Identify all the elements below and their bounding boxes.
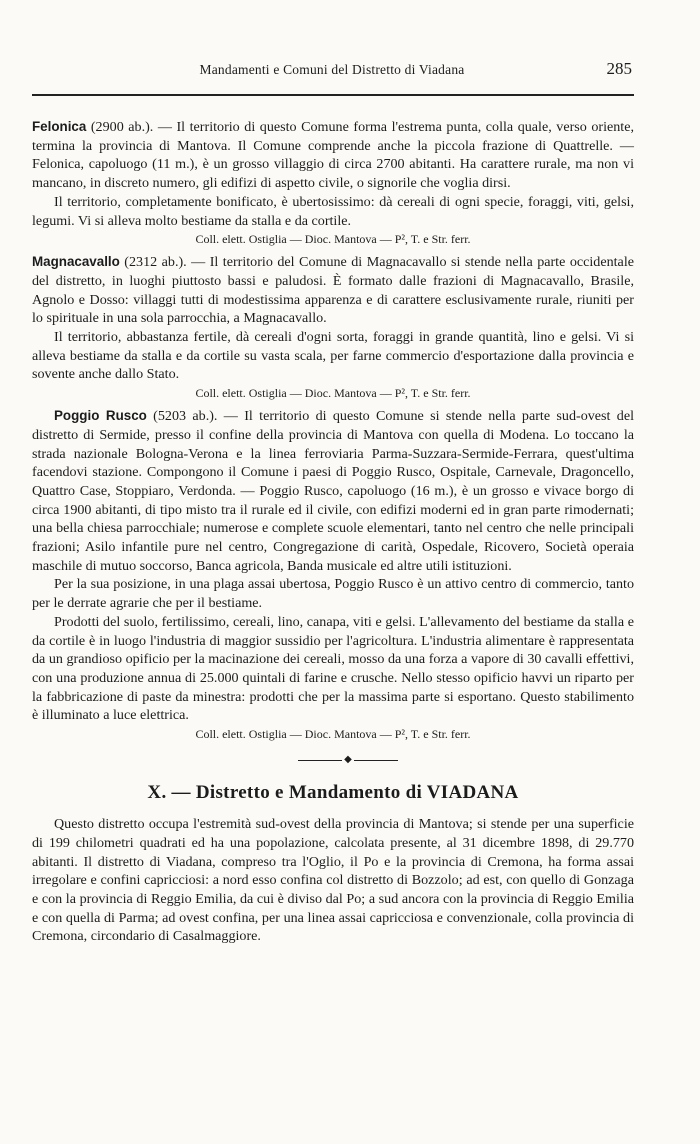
entry-paragraph bbox=[32, 118, 634, 193]
diamond-ornament-icon: ◆ bbox=[344, 754, 352, 766]
entry-paragraph bbox=[32, 253, 634, 328]
entry-paragraph: Per la sua posizione, in una plaga assai ubertosa, Poggio Rusco è un attivo centro di commercio, tanto per le derrate agrarie che per il bestiame. bbox=[32, 576, 634, 612]
commune-name: Magnacavallo bbox=[32, 254, 120, 270]
section-divider-ornament bbox=[62, 753, 634, 767]
commune-name: Poggio Rusco bbox=[54, 408, 147, 424]
paragraph-text: (5203 ab.). — Il territorio di questo Comune si stende nella parte sud-ovest del distretto di Sermide, presso il confine della provincia di Mantova con quella di Modena. Lo toccano la strada nazionale Bologna-Verona e la linea ferroviaria Parma-Suzzara-Sermide-Ferrara, quest'ultima facendovi stazione. Compongono il Comune i paesi di Poggio Rusco, Ospitale, Carnevale, Dragoncello, Quattro Case, Stoppiaro, Verdonda. — Poggio Rusco, capoluogo (16 m.), è un grosso e vivace borgo di circa 1900 abitanti, di tipo misto tra il rurale ed il civile, con edifizi moderni ed in gran parte rimodernati; una bella chiesa parrocchiale; numerose e complete scuole elementari, tanto nel centro che nelle principali frazioni; Asilo infantile pure nel centro, Congregazione di carità, Ospedale, Ricovero, Società operaia maschile di mutuo soccorso, Banca agricola, Banda musicale ed altre utili istituzioni. bbox=[32, 408, 635, 574]
entry-paragraph: Prodotti del suolo, fertilissimo, cereali, lino, canapa, viti e gelsi. L'allevamento del bestiame da stalla e da cortile è in luogo l'industria di maggior sussidio per l'agricoltura. L'industria alimentare è rappresentata da un grandioso opificio per la macinazione dei cereali, mosso da una forza a vapore di 30 cavalli effettivi, con una produzione annua di 25.000 quintali di farine e crusche. Nello stesso opificio havvi un riparto per la fabbricazione di paste da minestra: prodotti che per la massima parte si esportano. Questo stabilimento è illuminato a luce elettrica. bbox=[32, 613, 634, 724]
commune-entry-felonica bbox=[32, 118, 634, 248]
page-body bbox=[32, 118, 634, 946]
entry-paragraph bbox=[32, 407, 634, 575]
header-rule bbox=[32, 94, 634, 96]
paragraph-text: (2900 ab.). — Il territorio di questo Comune forma l'estrema punta, colla quale, verso oriente, termina la provincia di Mantova. Il Comune comprende anche la piccola frazione di Quattrelle. — Felonica, capoluogo (11 m.), è un grosso villaggio di circa 2700 abitanti. Ha carattere rurale, ma non vi mancano, in discreto numero, gli edifizi di aspetto civile, o signorile che voglia dirsi. bbox=[32, 119, 634, 192]
section-paragraph: Questo distretto occupa l'estremità sud-ovest della provincia di Mantova; si stende per una superficie di 199 chilometri quadrati ed ha una popolazione, calcolata presente, al 31 dicembre 1898, di 29.770 abitanti. Il distretto di Viadana, compreso tra l'Oglio, il Po e la provincia di Cremona, ha forma assai irregolare e confini capricciosi: a nord esso confina col distretto di Bozzolo; ad est, con quello di Gonzaga e con la provincia di Reggio Emilia, da cui è diviso dal Po; a sud ancora con la provincia di Reggio Emilia e con quella di Parma; ad ovest confina, per una linea assai capricciosa e convenzionale, colla provincia di Cremona, circondario di Casalmaggiore. bbox=[32, 816, 634, 945]
electoral-note: Coll. elett. Ostiglia — Dioc. Mantova — P², T. e Str. ferr. bbox=[195, 727, 471, 742]
electoral-note: Coll. elett. Ostiglia — Dioc. Mantova — P², T. e Str. ferr. bbox=[195, 386, 471, 401]
running-title: Mandamenti e Comuni del Distretto di Viadana bbox=[199, 62, 465, 77]
page-header bbox=[32, 59, 632, 84]
paragraph-text: (2312 ab.). — Il territorio del Comune di Magnacavallo si stende nella parte occidentale del distretto, in luoghi piuttosto bassi e paludosi. È formato dalle frazioni di Magnacavallo, Brasile, Agnolo e Dosso: villaggi tutti di modestissima apparenza e di carattere esclusivamente rurale, riuniti per lo spirituale in una sola parrocchia, a Magnacavallo. bbox=[32, 254, 634, 327]
page-number: 285 bbox=[606, 59, 632, 78]
commune-entry-magnacavallo bbox=[32, 253, 634, 402]
commune-entry-poggio-rusco bbox=[32, 407, 634, 743]
section-heading: X. — Distretto e Mandamento di VIADANA bbox=[147, 782, 519, 804]
entry-paragraph: Il territorio, completamente bonificato, è ubertosissimo: dà cereali di ogni specie, foraggi, viti, gelsi, legumi. Vi si alleva molto bestiame da stalla e da cortile. bbox=[32, 193, 634, 229]
electoral-note: Coll. elett. Ostiglia — Dioc. Mantova — P², T. e Str. ferr. bbox=[195, 232, 471, 247]
commune-name: Felonica bbox=[32, 119, 87, 134]
entry-paragraph: Il territorio, abbastanza fertile, dà cereali d'ogni sorta, foraggi in grande quantità, lino e gelsi. Vi si alleva bestiame da stalla e da cortile su vasta scala, per farne commercio d'esportazione dalla provincia e sovente anche dallo Stato. bbox=[32, 329, 634, 383]
